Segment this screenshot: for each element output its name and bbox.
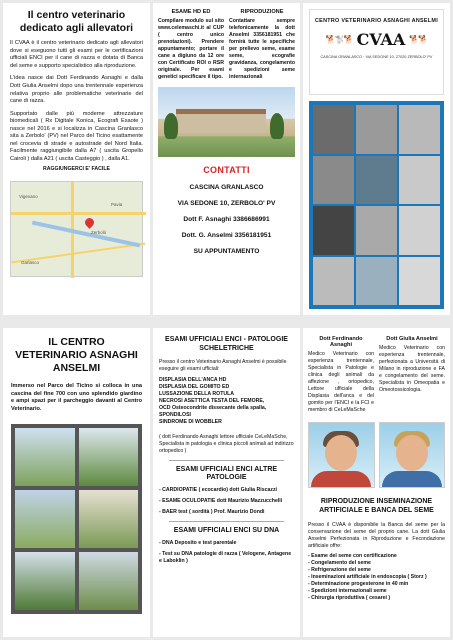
list-item: DISPLASIA DEL GOMITO ED [159, 383, 230, 390]
doctor-name-anselmi: Dott Giulia Anselmi [386, 336, 438, 342]
other-head: ESAMI UFFICIALI ENCI ALTRE PATOLOGIE [175, 465, 278, 482]
map-label: Garlasco [21, 260, 40, 266]
collage-photo [356, 105, 397, 154]
about-title: Il centro veterinario dedicato agli allevatori [19, 9, 134, 35]
doctor-name-asnaghi: Dott Ferdinando Asnaghi [319, 336, 363, 348]
center-text: Immerso nel Parco del Ticino si colloca in una cascina del fine 700 con uno splendido giardino e ampi spazi per il parcheggio davanti al Centro Veterinario. [11, 383, 142, 413]
dog-silhouettes-icon: 🐕🐕 [409, 35, 428, 44]
reach-label: RAGGIUNGERCI E' FACILE [43, 166, 110, 173]
collage-photo [356, 156, 397, 205]
equipment-collage [309, 101, 444, 309]
list-item: - CARDIOPATIE ( ecocardio) dott Giulia Riscazzi [159, 487, 277, 494]
panel-exams [153, 328, 300, 637]
about-para-1: Il CVAA è il centro veterinario dedicato agli allevatori dove si eseguono tutti gli esami per le certificazioni ufficiali ENCI per il cane di razza e dotata di Banca del seme e supporto specialistico alla riproduzione. [10, 40, 143, 69]
location-map[interactable] [10, 181, 143, 277]
list-item: NECROSI ASETTICA TESTA DEL FEMORE, [159, 397, 265, 404]
logo [309, 9, 444, 95]
reproduction-title: RIPRODUZIONE INSEMINAZIONE ARTIFICIALE E BANCA DEL SEME [319, 498, 434, 514]
list-item: LUSSAZIONE DELLA ROTULA [159, 390, 235, 397]
list-item: - Esame del seme con certificazione [308, 552, 397, 559]
map-road [11, 212, 146, 215]
contacts-title: CONTATTI [203, 165, 250, 176]
list-item: OCD Osteocondrite dissecante della spalla, [159, 404, 267, 411]
map-pin-icon [83, 217, 96, 230]
list-item: - Inseminazioni artificiale in endoscopia ( Storz ) [308, 573, 427, 580]
map-label: Vigevano [19, 194, 38, 200]
reproduction-text: Contattare sempre telefonicamente la dott Anselmi 3356181951 che fornirà tutte le specifiche per prelievo seme, esame seme, ecografie gravidanza, congelamento e spedizioni seme internazionali [229, 18, 295, 81]
list-item: - Spedizioni internazionali seme [308, 587, 387, 594]
logo-address: CASCINA GRANLASCO · VIA SEDONE 10, 27020 ZERBOLO' PV [320, 55, 433, 59]
collage-photo [313, 206, 354, 255]
panel-doctors [303, 328, 450, 637]
garden-photo [15, 490, 75, 548]
logo-mark: CVAA [356, 30, 406, 49]
collage-photo [399, 156, 440, 205]
list-item: - BAER test ( sordità ) Prof. Maurizio Dondi [159, 509, 265, 516]
list-item: DISPLASIA DELL'ANCA HD [159, 376, 227, 383]
collage-photo [313, 257, 354, 306]
collage-photo [399, 206, 440, 255]
map-label: Pavia [111, 202, 123, 208]
tree-shape [270, 113, 284, 139]
panel-cover [303, 3, 450, 315]
other-list [159, 487, 294, 516]
tree-shape [164, 113, 178, 139]
reproduction-intro: Presso il CVAA è disponibile la Banca del seme per la conservazione del seme del proprio cane. La dott Giulia Anselmi Perfezionata in Riproduzione e Fecondazione artificiale offre: [308, 521, 445, 549]
phone-asnaghi[interactable]: Dott F. Asnaghi 3386686991 [183, 216, 270, 224]
center-title: IL CENTRO VETERINARIO ASNAGHI ANSELMI [15, 336, 138, 375]
garden-photo [15, 552, 75, 610]
skeletal-intro: Presso il centro Veterinario Asnaghi Anselmi è possibile eseguire gli esami ufficiali: [159, 358, 287, 372]
about-para-2: L'idea nasce dai Dott Ferdinando Asnaghi e dalla Dott Giulia Anselmi dopo una trentennale esperienza relativa proprio alle problematiche veterinarie del cane di razza. [10, 75, 143, 105]
garden-photo [79, 490, 139, 548]
portrait-anselmi [379, 422, 446, 488]
list-item: SINDROME DI WOBBLER [159, 418, 222, 425]
dna-head: ESAMI UFFICIALI ENCI SU DNA [173, 527, 280, 535]
collage-photo [356, 206, 397, 255]
doctor-bio-asnaghi: Medico Veterinario con esperienza trentennale, Specialista in Patologie e clinica degli animali da affezione , ortopedico, Lettore ufficiale della Displasia dell'anca e del gomito per l'ENCI e la FCI e membro di CeLeMaSche [308, 351, 374, 414]
map-label: Zerbolò [91, 230, 107, 236]
building-photo [158, 87, 295, 157]
list-item: - Congelamento del seme [308, 559, 371, 566]
logo-arc-text: CENTRO VETERINARIO ASNAGHI ANSELMI [314, 18, 438, 24]
collage-photo [399, 105, 440, 154]
dog-silhouettes-icon: 🐕🐩🐕 [325, 35, 353, 44]
about-para-3: Supportato dalle più moderne attrezzature biomedicali ( Rx Digitale Konica, Ecografi Esaote ) nasce nel 2016 e si localizza in Cascina Granlasco sita a Zerbolo' (PV) nel Parco del Ticino esattamente nel crocevia di strade e autostrade del Nord Italia. Facilmente raggiungibile dalla A7 ( uscita Gropello Cairoli ) dalla A21 ( uscita Casteggio ) , dalla A1. [10, 110, 143, 162]
list-item: SPONDILOSI [159, 411, 191, 418]
panel-about [3, 3, 150, 315]
garden-photos [11, 424, 142, 614]
list-item: - Refrigerazione del seme [308, 566, 371, 573]
asnaghi-note: ( dott Ferdinando Asnaghi lettore ufficiale CeLeMaSche, Specialista in patologia e clinica piccoli animali ad indirizzo ortopedico ) [159, 433, 294, 454]
address-line-1: CASCINA GRANLASCO [189, 184, 264, 192]
dna-list [159, 540, 294, 565]
garden-photo [79, 552, 139, 610]
panel-contacts [153, 3, 300, 315]
hd-ed-text: Compilare modulo sul sito www.celemaschi.it al CUP ( centro unico prenotazioni). Prendere appuntamento; portare il cane a digiuno da 12 ore con Certificato ROI o RSR originale. Per esami genetici specificare il tipo. [158, 18, 224, 81]
building-shape [176, 109, 266, 133]
garden-photo [79, 428, 139, 486]
appointment-note: SU APPUNTAMENTO [193, 248, 260, 256]
portrait-asnaghi [308, 422, 375, 488]
collage-photo [313, 156, 354, 205]
panel-center [3, 328, 150, 637]
list-item: - Determinazione progesterone in 40 min [308, 580, 409, 587]
address-line-2: VIA SEDONE 10, ZERBOLO' PV [177, 200, 276, 208]
list-item: - Test su DNA patologie di razza ( Velogene, Antagene e Laboklin ) [159, 551, 292, 565]
phone-anselmi[interactable]: Dott. G. Anselmi 3356181951 [181, 232, 272, 240]
collage-photo [313, 105, 354, 154]
reproduction-list [308, 553, 445, 602]
garden-photo [15, 428, 75, 486]
list-item: - Chirurgia riproduttiva ( cesarei ) [308, 594, 391, 601]
collage-photo [399, 257, 440, 306]
skeletal-head: ESAMI UFFICIALI ENCI - PATOLOGIE SCHELETRICHE [165, 336, 288, 352]
list-item: - ESAME OCULOPATIE dott Maurizio Mazzucchelli [159, 498, 283, 505]
doctor-bio-anselmi: Medico Veterinario con esperienza trentennale, perfezionata a Università di Milano in riproduzione e FA e congelamento del seme. Specialista in Omeopatia e Omeotossicologia. [379, 345, 445, 394]
hd-ed-head: ESAME HD ED [171, 9, 211, 15]
collage-photo [356, 257, 397, 306]
list-item: - DNA Deposito e test parentale [159, 539, 237, 546]
reproduction-head: RIPRODUZIONE [240, 9, 284, 15]
skeletal-list [159, 377, 294, 426]
